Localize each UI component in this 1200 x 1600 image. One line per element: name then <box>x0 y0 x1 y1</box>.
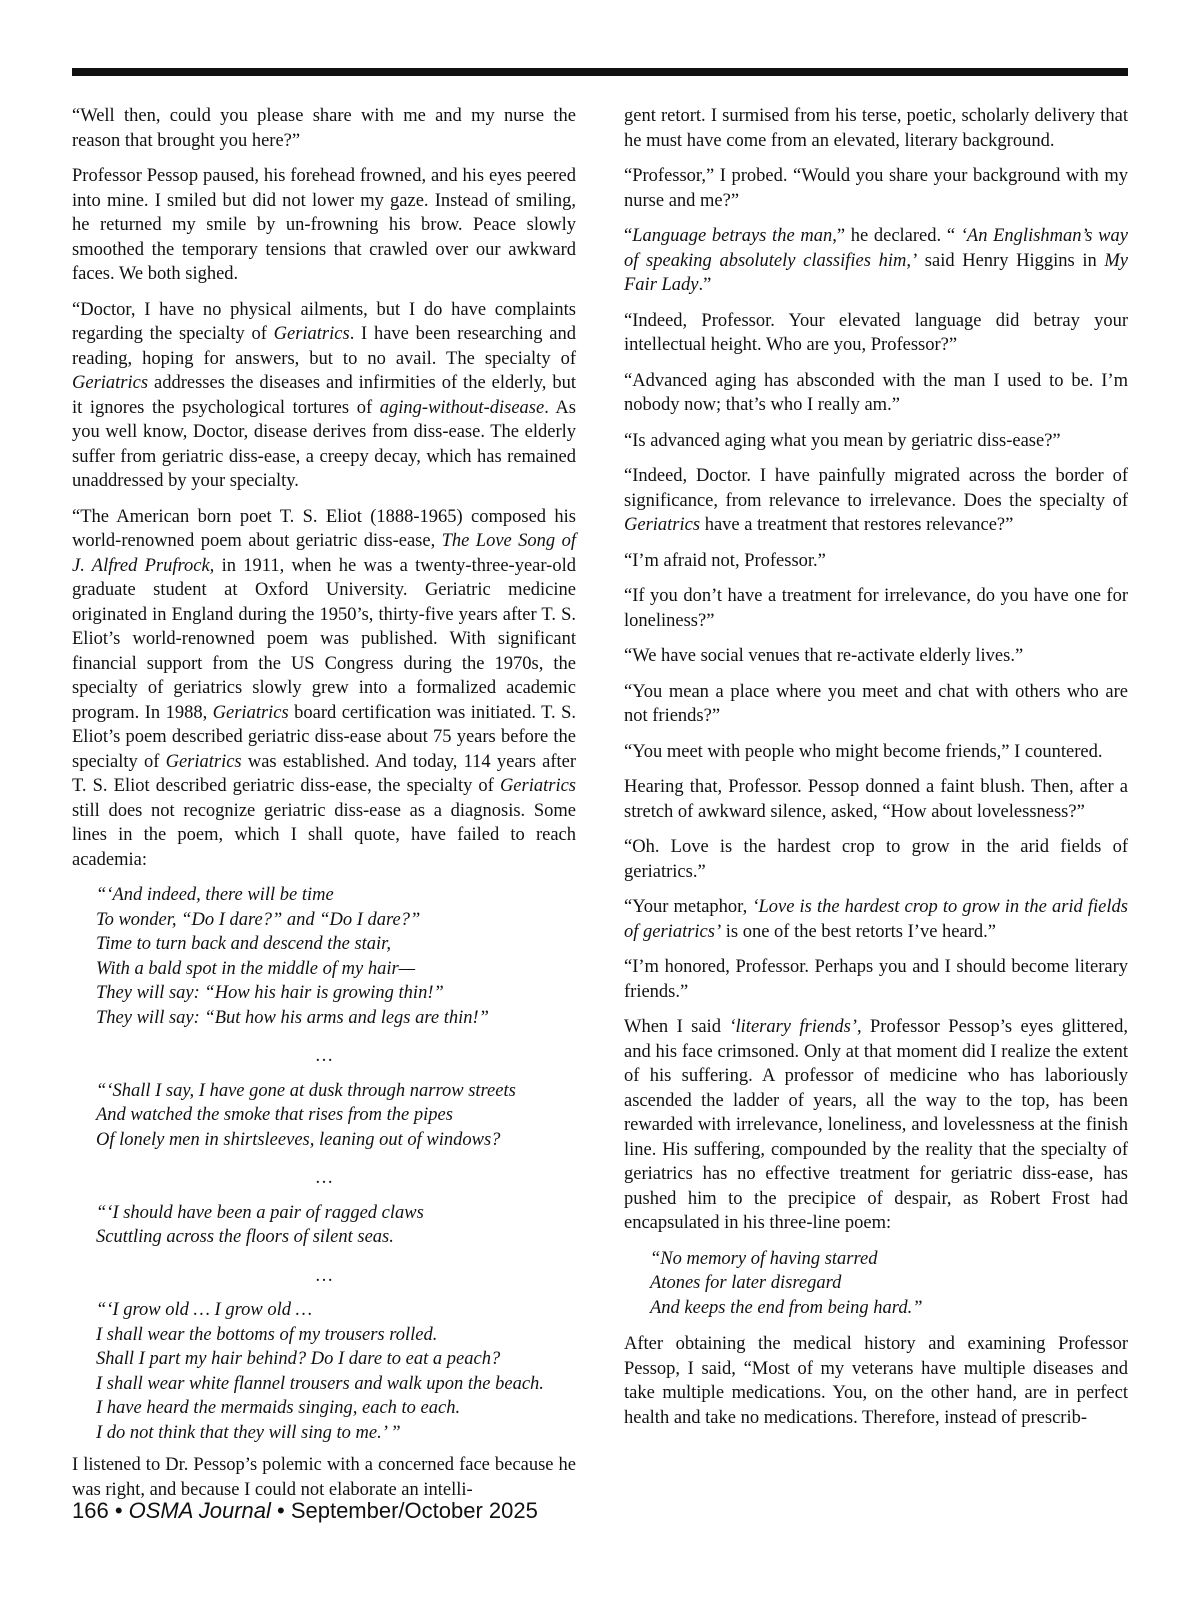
top-rule <box>72 68 1128 76</box>
page-footer <box>72 1498 538 1524</box>
frost-poem <box>624 1247 1128 1321</box>
poem-line: And watched the smoke that rises from the pipes <box>96 1105 453 1125</box>
poem-line: “‘I should have been a pair of ragged claws <box>96 1202 424 1223</box>
poem-line: I shall wear white flannel trousers and walk upon the beach. <box>96 1373 544 1394</box>
paragraph: “Indeed, Professor. Your elevated language did betray your intellectual height. Who are you, Professor?” <box>624 310 1128 355</box>
paragraph: “Is advanced aging what you mean by geriatric diss-ease?” <box>624 430 1061 451</box>
paragraph: “Indeed, Doctor. I have painfully migrated across the border of significance, from relevance to irrelevance. Does the specialty of Geriatrics have a treatment that restores relevance?” <box>624 466 1128 535</box>
paragraph: When I said ‘literary friends’, Professor Pessop’s eyes glittered, and his face crimsoned. Only at that moment did I realize the extent of his suffering. A professor of medicine who has laboriously ascended the ladder of years, all the way to the top, has been rewarded with irrelevance, loneliness, and lovelessness at the finish line. His suffering, compounded by the reality that the specialty of geriatrics has no effective treatment for geriatric diss-ease, has pushed him to the precipice of despair, as Robert Frost had encapsulated in his three-line poem: <box>624 1017 1129 1233</box>
poem-line: With a bald spot in the middle of my hair— <box>96 958 416 979</box>
poem-stanza-4 <box>72 1298 576 1445</box>
ellipsis: … <box>314 1168 334 1188</box>
paragraph: I listened to Dr. Pessop’s polemic with a concerned face because he was right, and because I could not elaborate an intelli- <box>72 1455 576 1500</box>
paragraph: “Your metaphor, ‘Love is the hardest crop to grow in the arid fields of geriatrics’ is one of the best retorts I’ve heard.” <box>624 897 1128 942</box>
poem-stanza-1 <box>72 883 576 1030</box>
ellipsis: … <box>314 1046 334 1066</box>
paragraph: After obtaining the medical history and examining Professor Pessop, I said, “Most of my veterans have multiple diseases and take multiple medications. You, on the other hand, are in perfect health and take no medications. Therefore, instead of prescrib- <box>624 1334 1128 1428</box>
paragraph: “I’m afraid not, Professor.” <box>624 550 826 571</box>
poem-line: To wonder, “Do I dare?” and “Do I dare?” <box>96 909 421 930</box>
ellipsis: … <box>314 1265 334 1286</box>
poem-line: “‘I grow old … I grow old … <box>96 1300 313 1320</box>
paragraph: “The American born poet T. S. Eliot (1888-1965) composed his world-renowned poem about geriatric diss-ease, The Love Song of J. Alfred Prufrock, in 1911, when he was a twenty-three-year-old graduate student at Oxford University. Geriatric medicine originated in England during the 1950’s, thirty-five years after T. S. Eliot’s world-renowned poem was published. With significant financial support from the US Congress during the 1970s, the specialty of geriatrics slowly grew into a formalized academic program. In 1988, Geriatrics board certification was initiated. T. S. Eliot’s poem described geriatric diss-ease about 75 years before the specialty of Geriatrics was established. And today, 114 years after T. S. Eliot described geriatric diss-ease, the specialty of Geriatrics still does not recognize geriatric diss-ease as a diagnosis. Some lines in the poem, which I shall quote, have failed to reach academia: <box>72 506 576 870</box>
poem-stanza-2 <box>72 1079 576 1153</box>
poem-line: They will say: “But how his arms and legs are thin!” <box>96 1007 489 1028</box>
right-column <box>624 104 1128 1430</box>
paragraph: “We have social venues that re-activate elderly lives.” <box>624 646 1024 666</box>
paragraph: Hearing that, Professor. Pessop donned a faint blush. Then, after a stretch of awkward silence, asked, “How about lovelessness?” <box>624 777 1128 822</box>
paragraph: gent retort. I surmised from his terse, poetic, scholarly delivery that he must have come from an elevated, literary background. <box>624 106 1128 151</box>
paragraph: “You meet with people who might become friends,” I countered. <box>624 741 1103 762</box>
poem-line: I have heard the mermaids singing, each to each. <box>96 1398 461 1418</box>
paragraph: “Doctor, I have no physical ailments, but I do have complaints regarding the specialty of Geriatrics. I have been researching and reading, hoping for answers, but to no avail. The specialty of Geriatrics addresses the diseases and infirmities of the elderly, but it ignores the psychological tortures of aging-without-disease. As you well know, Doctor, disease derives from diss-ease. The elderly suffer from geriatric diss-ease, a creepy decay, which has remained unaddressed by your specialty. <box>72 299 576 491</box>
poem-line: Scuttling across the floors of silent seas. <box>96 1227 394 1247</box>
left-column <box>72 104 576 1502</box>
poem-line: “‘Shall I say, I have gone at dusk through narrow streets <box>96 1080 516 1101</box>
journal-name: OSMA Journal <box>128 1498 271 1523</box>
paragraph: “If you don’t have a treatment for irrelevance, do you have one for loneliness?” <box>624 586 1128 631</box>
paragraph: “You mean a place where you meet and chat with others who are not friends?” <box>624 681 1128 726</box>
paragraph: Professor Pessop paused, his forehead frowned, and his eyes peered into mine. I smiled but did not lower my gaze. Instead of smiling, he returned my smile by un-frowning his brow. Peace slowly smoothed the temporary tensions that crawled over our awkward faces. We both sighed. <box>72 166 576 284</box>
paragraph: “Well then, could you please share with me and my nurse the reason that brought you here?” <box>72 106 576 151</box>
paragraph: “I’m honored, Professor. Perhaps you and I should become literary friends.” <box>624 957 1128 1002</box>
poem-line: Of lonely men in shirtsleeves, leaning out of windows? <box>96 1129 501 1150</box>
poem-line: Atones for later disregard <box>650 1273 842 1293</box>
poem-line: Time to turn back and descend the stair, <box>96 934 391 954</box>
poem-line: Shall I part my hair behind? Do I dare to eat a peach? <box>96 1349 501 1369</box>
poem-line: “No memory of having starred <box>650 1248 878 1269</box>
poem-line: They will say: “How his hair is growing thin!” <box>96 983 444 1003</box>
paragraph: “Oh. Love is the hardest crop to grow in the arid fields of geriatrics.” <box>624 837 1128 882</box>
poem-line: “‘And indeed, there will be time <box>96 885 334 905</box>
poem-line: I do not think that they will sing to me.’ ” <box>96 1422 401 1443</box>
issue-date: • September/October 2025 <box>270 1498 538 1523</box>
paragraph: “Advanced aging has absconded with the man I used to be. I’m nobody now; that’s who I really am.” <box>624 370 1128 415</box>
paragraph: “Language betrays the man,” he declared. “ ‘An Englishman’s way of speaking absolutely classifies him,’ said Henry Higgins in My Fair Lady.” <box>624 226 1128 295</box>
poem-stanza-3 <box>72 1201 576 1250</box>
paragraph: “Professor,” I probed. “Would you share your background with my nurse and me?” <box>624 166 1128 211</box>
poem-line: I shall wear the bottoms of my trousers rolled. <box>96 1324 438 1345</box>
poem-line: And keeps the end from being hard.” <box>650 1297 923 1318</box>
page-number: 166 • <box>72 1498 129 1523</box>
